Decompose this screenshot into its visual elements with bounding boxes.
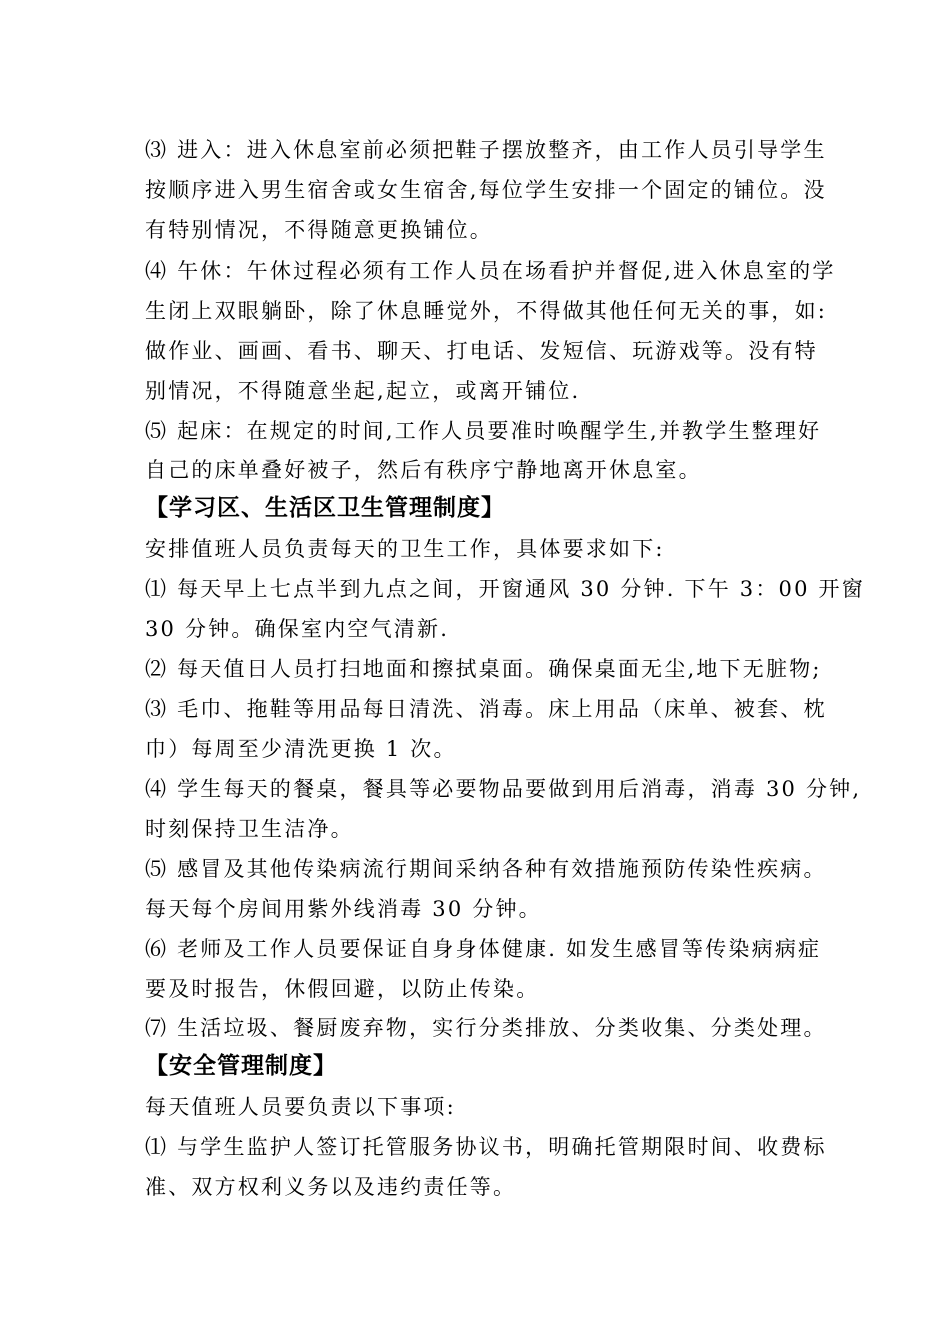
- text-line: ⑷ 午休：午休过程必须有工作人员在场看护并督促,进入休息室的学: [145, 259, 836, 283]
- text-line: 30 分钟。确保室内空气清新.: [145, 617, 450, 641]
- text-line: 做作业、画画、看书、聊天、打电话、发短信、玩游戏等。没有特: [145, 339, 818, 363]
- text-line: 安排值班人员负责每天的卫生工作，具体要求如下:: [145, 537, 665, 561]
- text-line: 时刻保持卫生洁净。: [145, 817, 354, 841]
- text-line: 每天每个房间用紫外线消毒 30 分钟。: [145, 897, 542, 921]
- text-line: 生闭上双眼躺卧，除了休息睡觉外，不得做其他任何无关的事，如:: [145, 299, 828, 323]
- text-line: ⑵ 每天值日人员打扫地面和擦拭桌面。确保桌面无尘,地下无脏物;: [145, 657, 822, 681]
- text-line: ⑶ 毛巾、拖鞋等用品每日清洗、消毒。床上用品（床单、被套、枕: [145, 697, 827, 721]
- text-line: 别情况，不得随意坐起,起立，或离开铺位.: [145, 379, 581, 403]
- text-line: ⑸ 起床：在规定的时间,工作人员要准时唤醒学生,并教学生整理好: [145, 419, 822, 443]
- text-line: 要及时报告，休假回避，以防止传染。: [145, 977, 540, 1001]
- text-line: ⑴ 每天早上七点半到九点之间，开窗通风 30 分钟. 下午 3：00 开窗: [145, 577, 865, 601]
- section-heading-hygiene: 【学习区、生活区卫生管理制度】: [145, 495, 505, 521]
- text-line: ⑸ 感冒及其他传染病流行期间采纳各种有效措施预防传染性疾病。: [145, 857, 827, 881]
- text-line: 有特别情况，不得随意更换铺位。: [145, 218, 493, 242]
- text-line: 每天值班人员要负责以下事项:: [145, 1095, 456, 1119]
- text-line: 巾）每周至少清洗更换 1 次。: [145, 737, 457, 761]
- text-line: ⑺ 生活垃圾、餐厨废弃物，实行分类排放、分类收集、分类处理。: [145, 1016, 827, 1040]
- text-line: ⑴ 与学生监护人签订托管服务协议书，明确托管期限时间、收费标: [145, 1135, 827, 1159]
- text-line: ⑹ 老师及工作人员要保证自身身体健康. 如发生感冒等传染病病症: [145, 937, 822, 961]
- section-heading-safety: 【安全管理制度】: [145, 1053, 337, 1079]
- text-line: ⑷ 学生每天的餐桌，餐具等必要物品要做到用后消毒，消毒 30 分钟,: [145, 777, 862, 801]
- text-line: 自己的床单叠好被子，然后有秩序宁静地离开休息室。: [145, 458, 702, 482]
- text-line: 准、双方权利义务以及违约责任等。: [145, 1175, 517, 1199]
- text-line: 按顺序进入男生宿舍或女生宿舍,每位学生安排一个固定的铺位。没: [145, 178, 827, 202]
- text-line: ⑶ 进入：进入休息室前必须把鞋子摆放整齐，由工作人员引导学生: [145, 138, 827, 162]
